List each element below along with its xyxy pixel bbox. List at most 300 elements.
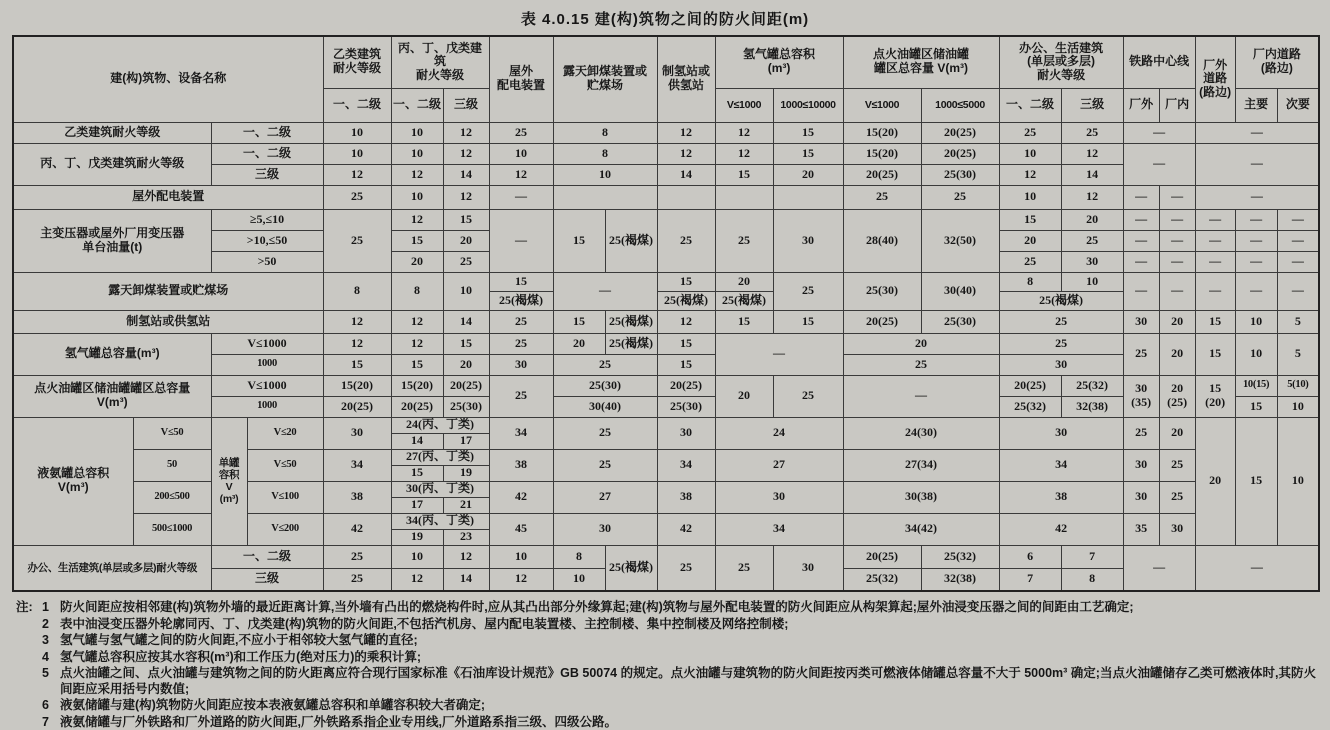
body-cell: 12	[391, 310, 443, 333]
body-cell: 34	[323, 449, 391, 481]
body-cell: 15	[999, 209, 1061, 230]
body-cell: —	[1235, 251, 1277, 272]
body-cell: 20	[999, 230, 1061, 251]
body-cell: 30 (35)	[1123, 375, 1159, 417]
body-cell: 19	[391, 529, 443, 545]
header-cell: V≤1000	[715, 88, 773, 122]
body-cell: 45	[489, 513, 553, 545]
header-cell: 次要	[1277, 88, 1319, 122]
body-cell: 42	[323, 513, 391, 545]
body-cell: 24(丙、丁类)	[391, 417, 489, 433]
body-cell: 24	[715, 417, 843, 449]
body-cell: —	[489, 185, 553, 209]
body-cell: 一、二级	[211, 122, 323, 143]
body-cell: 14	[1061, 164, 1123, 185]
body-cell: 25(褐煤)	[999, 291, 1123, 310]
body-row	[13, 417, 1319, 433]
body-cell: 25	[1159, 481, 1195, 513]
header-cell: 露天卸煤装置或 贮煤场	[553, 36, 657, 122]
body-cell: 12	[391, 164, 443, 185]
body-cell: 15	[773, 122, 843, 143]
body-cell: 38	[323, 481, 391, 513]
body-cell: 主变压器或屋外厂用变压器 单台油量(t)	[13, 209, 211, 272]
body-cell: —	[1123, 143, 1195, 185]
header-cell: 1000≤5000	[921, 88, 999, 122]
body-cell: 12	[1061, 185, 1123, 209]
header-cell: 办公、生活建筑 (单层或多层) 耐火等级	[999, 36, 1123, 88]
note-number: 1	[42, 600, 60, 616]
body-cell: —	[1159, 230, 1195, 251]
body-cell: 30	[999, 354, 1123, 375]
body-cell: 25	[489, 333, 553, 354]
header-cell: 丙、丁、戊类建筑 耐火等级	[391, 36, 489, 88]
body-row	[13, 209, 1319, 230]
body-cell: 15	[443, 333, 489, 354]
body-cell: 1000	[211, 396, 323, 417]
body-cell: 15	[323, 354, 391, 375]
note-text: 氢气罐总容积应按其水容积(m³)和工作压力(绝对压力)的乘积计算;	[60, 650, 1316, 666]
header-cell: 厂内	[1159, 88, 1195, 122]
body-cell: 30	[657, 417, 715, 449]
note-number: 7	[42, 715, 60, 730]
header-cell: 1000≤10000	[773, 88, 843, 122]
body-cell: 14	[657, 164, 715, 185]
body-cell: 30	[1061, 251, 1123, 272]
body-cell: 25	[323, 185, 391, 209]
body-cell: 200≤500	[133, 481, 211, 513]
header-cell: 屋外 配电装置	[489, 36, 553, 122]
body-cell: 20	[443, 230, 489, 251]
body-cell: 15	[553, 310, 605, 333]
header-cell: 厂外 道路 (路边)	[1195, 36, 1235, 122]
note-text: 液氨储罐与厂外铁路和厂外道路的防火间距,厂外铁路系指企业专用线,厂外道路系指三级、四级公路。	[60, 715, 1316, 730]
body-cell: —	[1195, 122, 1319, 143]
body-cell: 25(褐煤)	[489, 291, 553, 310]
body-cell: 单罐 容积 V (m³)	[211, 417, 247, 545]
body-cell: 12	[323, 310, 391, 333]
header-cell: 厂外	[1123, 88, 1159, 122]
body-cell: V≤50	[247, 449, 323, 481]
body-cell: 10	[489, 143, 553, 164]
body-cell: 12	[489, 164, 553, 185]
body-cell: 24(30)	[843, 417, 999, 449]
note-text: 氢气罐与氢气罐之间的防火间距,不应小于相邻较大氢气罐的直径;	[60, 633, 1316, 649]
body-cell: 25(30)	[921, 310, 999, 333]
body-cell: 27(丙、丁类)	[391, 449, 489, 465]
body-cell: 38	[489, 449, 553, 481]
body-cell: 三级	[211, 568, 323, 591]
body-cell: 20(25)	[921, 143, 999, 164]
body-cell: 20	[1159, 310, 1195, 333]
body-cell: 5(10)	[1277, 375, 1319, 396]
body-cell: 5	[1277, 333, 1319, 375]
body-cell: 34	[715, 513, 843, 545]
note-number: 2	[42, 617, 60, 633]
body-cell: 17	[443, 433, 489, 449]
header-cell: 乙类建筑 耐火等级	[323, 36, 391, 88]
body-cell: 25(30)	[443, 396, 489, 417]
note-item	[16, 715, 1316, 730]
body-cell: —	[1123, 545, 1195, 591]
body-cell: 25(30)	[657, 396, 715, 417]
body-cell: 30(40)	[553, 396, 657, 417]
body-cell: 20(25)	[921, 122, 999, 143]
body-cell: 25	[773, 375, 843, 417]
body-cell: —	[1123, 251, 1159, 272]
body-cell: 15(20)	[323, 375, 391, 396]
body-cell	[657, 185, 715, 209]
body-cell: 8	[391, 272, 443, 310]
note-number: 4	[42, 650, 60, 666]
note-item	[16, 600, 1316, 616]
body-cell: 10	[1061, 272, 1123, 291]
body-cell: —	[1159, 272, 1195, 310]
body-cell: 30	[715, 481, 843, 513]
body-cell: —	[1195, 143, 1319, 185]
body-cell: 12	[443, 185, 489, 209]
body-cell: 10	[391, 545, 443, 568]
body-cell: 20(25)	[443, 375, 489, 396]
body-cell: 30	[1123, 481, 1159, 513]
body-cell: 25	[323, 209, 391, 272]
body-cell: 30(38)	[843, 481, 999, 513]
body-cell: 25	[657, 209, 715, 272]
body-cell: 34(丙、丁类)	[391, 513, 489, 529]
note-item	[16, 617, 1316, 633]
body-cell: 20	[773, 164, 843, 185]
body-cell: 1000	[211, 354, 323, 375]
body-cell	[773, 185, 843, 209]
body-cell: V≤20	[247, 417, 323, 449]
body-cell: 12	[1061, 143, 1123, 164]
body-cell: 25	[1061, 122, 1123, 143]
body-row	[13, 272, 1319, 291]
body-row	[13, 545, 1319, 568]
body-cell: 25(30)	[843, 272, 921, 310]
body-cell: 25	[715, 209, 773, 272]
body-cell: 38	[657, 481, 715, 513]
body-cell: 30(40)	[921, 272, 999, 310]
body-cell: 15	[553, 209, 605, 272]
body-cell: 10	[489, 545, 553, 568]
body-cell: 20	[1061, 209, 1123, 230]
body-cell: 20	[553, 333, 605, 354]
note-text: 表中油浸变压器外轮廓同丙、丁、戊类建(构)筑物的防火间距,不包括汽机房、屋内配电装置楼、主控制楼、集中控制楼及网络控制楼;	[60, 617, 1316, 633]
header-cell: 一、二级	[999, 88, 1061, 122]
fire-separation-distance-table	[12, 35, 1320, 592]
body-cell: 25	[999, 333, 1123, 354]
body-cell: 30	[1123, 449, 1159, 481]
body-cell: —	[1235, 272, 1277, 310]
body-cell: 20(25)	[843, 310, 921, 333]
body-cell: 14	[443, 310, 489, 333]
body-cell: 23	[443, 529, 489, 545]
body-row	[13, 375, 1319, 396]
body-cell: 12	[323, 164, 391, 185]
body-cell: 25(32)	[843, 568, 921, 591]
note-number: 5	[42, 666, 60, 682]
body-cell: 25(褐煤)	[605, 545, 657, 591]
header-cell: 铁路中心线	[1123, 36, 1195, 88]
body-cell: 15	[773, 310, 843, 333]
body-cell: 10	[323, 143, 391, 164]
body-cell: 制氢站或供氢站	[13, 310, 323, 333]
header-cell: 一、二级	[323, 88, 391, 122]
body-cell: >50	[211, 251, 323, 272]
body-cell: 20(25)	[391, 396, 443, 417]
body-cell: 10	[553, 164, 657, 185]
body-cell: 10	[999, 185, 1061, 209]
body-cell: 10	[553, 568, 605, 591]
body-cell: 6	[999, 545, 1061, 568]
body-cell: 42	[657, 513, 715, 545]
body-cell: 15(20)	[843, 143, 921, 164]
body-cell: V≤50	[133, 417, 211, 449]
body-cell: 25(32)	[921, 545, 999, 568]
body-cell: 12	[391, 568, 443, 591]
body-cell: 15	[1235, 396, 1277, 417]
body-cell: 20(25)	[843, 164, 921, 185]
body-cell: 15	[1195, 333, 1235, 375]
body-cell: 50	[133, 449, 211, 481]
body-cell: V≤1000	[211, 375, 323, 396]
body-cell: 20(25)	[999, 375, 1061, 396]
body-cell: 12	[715, 143, 773, 164]
body-cell: 32(38)	[1061, 396, 1123, 417]
body-cell: 21	[443, 497, 489, 513]
body-cell: 32(50)	[921, 209, 999, 272]
header-cell: 厂内道路 (路边)	[1235, 36, 1319, 88]
body-cell: 25	[553, 417, 657, 449]
body-cell: 12	[391, 333, 443, 354]
note-item	[16, 633, 1316, 649]
body-cell: 25	[657, 545, 715, 591]
body-cell: 15	[1195, 310, 1235, 333]
body-cell: 12	[657, 122, 715, 143]
body-cell: 30	[1123, 310, 1159, 333]
body-cell: 12	[715, 122, 773, 143]
body-cell: 一、二级	[211, 143, 323, 164]
body-cell: 20	[843, 333, 999, 354]
body-cell: 17	[391, 497, 443, 513]
body-cell: 15	[443, 209, 489, 230]
body-cell: 15	[773, 143, 843, 164]
table-title: 表 4.0.15 建(构)筑物之间的防火间距(m)	[0, 0, 1330, 29]
body-cell: ≥5,≤10	[211, 209, 323, 230]
body-cell: 10	[1277, 417, 1319, 545]
body-cell: 25	[1123, 333, 1159, 375]
body-cell: —	[1123, 185, 1159, 209]
body-cell: 25	[999, 251, 1061, 272]
body-cell: 点火油罐区储油罐罐区总容量 V(m³)	[13, 375, 211, 417]
body-cell: 丙、丁、戊类建筑耐火等级	[13, 143, 211, 185]
body-cell: 25	[843, 185, 921, 209]
body-row	[13, 143, 1319, 164]
body-cell: —	[1277, 209, 1319, 230]
body-cell: 25	[553, 354, 657, 375]
body-row	[13, 333, 1319, 354]
body-cell: 25(褐煤)	[605, 209, 657, 272]
body-cell: —	[1277, 272, 1319, 310]
body-cell: 8	[553, 122, 657, 143]
body-cell: 20(25)	[657, 375, 715, 396]
note-item	[16, 666, 1316, 697]
body-cell: 8	[1061, 568, 1123, 591]
body-cell: 25(褐煤)	[657, 291, 715, 310]
body-cell: —	[1159, 185, 1195, 209]
body-cell: 25	[553, 449, 657, 481]
body-cell: V≤1000	[211, 333, 323, 354]
body-cell: 20	[1159, 417, 1195, 449]
body-cell: 液氨罐总容积 V(m³)	[13, 417, 133, 545]
body-cell: 5	[1277, 310, 1319, 333]
header-cell: 三级	[1061, 88, 1123, 122]
body-cell: 25(30)	[921, 164, 999, 185]
body-cell: 20 (25)	[1159, 375, 1195, 417]
body-cell: —	[1195, 251, 1235, 272]
body-cell: 25(32)	[999, 396, 1061, 417]
body-cell: 14	[391, 433, 443, 449]
body-cell: 8	[553, 143, 657, 164]
body-cell: 25	[1061, 230, 1123, 251]
body-cell: —	[1123, 230, 1159, 251]
body-cell: 12	[657, 143, 715, 164]
body-cell: —	[553, 272, 657, 310]
body-cell: 35	[1123, 513, 1159, 545]
body-row	[13, 185, 1319, 209]
body-cell: 20(25)	[323, 396, 391, 417]
body-cell: 露天卸煤装置或贮煤场	[13, 272, 323, 310]
header-cell: 点火油罐区储油罐 罐区总容量 V(m³)	[843, 36, 999, 88]
body-cell: 25	[773, 272, 843, 310]
body-cell: —	[1195, 272, 1235, 310]
body-cell: 15 (20)	[1195, 375, 1235, 417]
body-cell: —	[715, 333, 843, 375]
header-cell: 建(构)筑物、设备名称	[13, 36, 323, 122]
body-cell: 34(42)	[843, 513, 999, 545]
body-cell: 25(褐煤)	[715, 291, 773, 310]
body-cell: 38	[999, 481, 1123, 513]
body-cell: —	[1159, 209, 1195, 230]
body-cell: 15	[657, 354, 715, 375]
header-cell: 制氢站或 供氢站	[657, 36, 715, 122]
body-cell: 25	[1159, 449, 1195, 481]
body-cell: 办公、生活建筑(单层或多层)耐火等级	[13, 545, 211, 591]
body-cell: 25	[999, 310, 1123, 333]
body-cell: 15	[657, 272, 715, 291]
note-text: 点火油罐之间、点火油罐与建筑物之间的防火距离应符合现行国家标准《石油库设计规范》GB 50074 的规定。点火油罐与建筑物的防火间距按丙类可燃液体储罐总容量不大于 5000m³ 确定;当点火油罐储存乙类可燃液体时,其防火间距应采用括号内数值;	[60, 666, 1316, 697]
body-cell: 25	[443, 251, 489, 272]
body-cell: 28(40)	[843, 209, 921, 272]
body-row	[13, 449, 1319, 465]
body-cell: 27	[715, 449, 843, 481]
body-cell: 7	[1061, 545, 1123, 568]
body-cell: 30	[999, 417, 1123, 449]
body-cell: 10	[323, 122, 391, 143]
body-cell: 15	[489, 272, 553, 291]
body-cell: 15	[657, 333, 715, 354]
body-cell: 屋外配电装置	[13, 185, 323, 209]
body-cell: 12	[489, 568, 553, 591]
body-cell: 20	[391, 251, 443, 272]
body-cell: —	[1123, 272, 1159, 310]
body-cell: 14	[443, 164, 489, 185]
note-item	[16, 698, 1316, 714]
body-cell: 12	[999, 164, 1061, 185]
body-cell: 12	[323, 333, 391, 354]
body-cell: —	[1195, 545, 1319, 591]
body-cell: 42	[999, 513, 1123, 545]
body-cell: —	[1277, 251, 1319, 272]
note-number: 3	[42, 633, 60, 649]
body-cell: V≤200	[247, 513, 323, 545]
body-cell: 20	[715, 375, 773, 417]
body-row	[13, 122, 1319, 143]
body-cell: 15	[391, 465, 443, 481]
body-cell: 一、二级	[211, 545, 323, 568]
table-wrapper	[12, 35, 1318, 592]
body-cell: 34	[657, 449, 715, 481]
body-cell: —	[843, 375, 999, 417]
body-cell: 30	[553, 513, 657, 545]
body-cell: —	[1123, 209, 1159, 230]
note-number: 6	[42, 698, 60, 714]
body-cell: 10	[999, 143, 1061, 164]
body-cell: 8	[553, 545, 605, 568]
header-cell: 三级	[443, 88, 489, 122]
body-cell: 12	[657, 310, 715, 333]
body-cell: 三级	[211, 164, 323, 185]
body-cell: 25	[323, 568, 391, 591]
body-cell: 25	[1123, 417, 1159, 449]
body-cell: 25	[999, 122, 1061, 143]
body-cell: 25	[489, 375, 553, 417]
body-cell: 10	[1277, 396, 1319, 417]
body-cell: 10	[1235, 333, 1277, 375]
body-cell: 30	[773, 209, 843, 272]
note-item	[16, 650, 1316, 666]
body-cell: V≤100	[247, 481, 323, 513]
body-cell: 30	[323, 417, 391, 449]
body-cell: 10	[443, 272, 489, 310]
body-cell: 12	[391, 209, 443, 230]
body-cell: —	[1195, 230, 1235, 251]
note-text: 液氨储罐与建(构)筑物防火间距应按本表液氨罐总容积和单罐容积较大者确定;	[60, 698, 1316, 714]
body-cell: —	[1159, 251, 1195, 272]
body-cell: 25	[489, 122, 553, 143]
body-cell: 12	[443, 545, 489, 568]
body-cell: 19	[443, 465, 489, 481]
body-cell: 20(25)	[843, 545, 921, 568]
body-cell: 15	[391, 354, 443, 375]
body-cell: 30(丙、丁类)	[391, 481, 489, 497]
body-cell: 25(褐煤)	[605, 310, 657, 333]
body-cell: 20	[443, 354, 489, 375]
body-cell: 15(20)	[391, 375, 443, 396]
body-cell: 10	[1235, 310, 1277, 333]
body-cell: —	[1195, 185, 1319, 209]
body-cell: 15	[391, 230, 443, 251]
header-cell: 一、二级	[391, 88, 443, 122]
notes-section	[16, 600, 1316, 730]
body-cell: 14	[443, 568, 489, 591]
body-cell: 氢气罐总容量(m³)	[13, 333, 211, 375]
header-cell: 主要	[1235, 88, 1277, 122]
body-cell	[715, 185, 773, 209]
body-cell: 7	[999, 568, 1061, 591]
body-row	[13, 481, 1319, 497]
body-cell: 15	[715, 164, 773, 185]
